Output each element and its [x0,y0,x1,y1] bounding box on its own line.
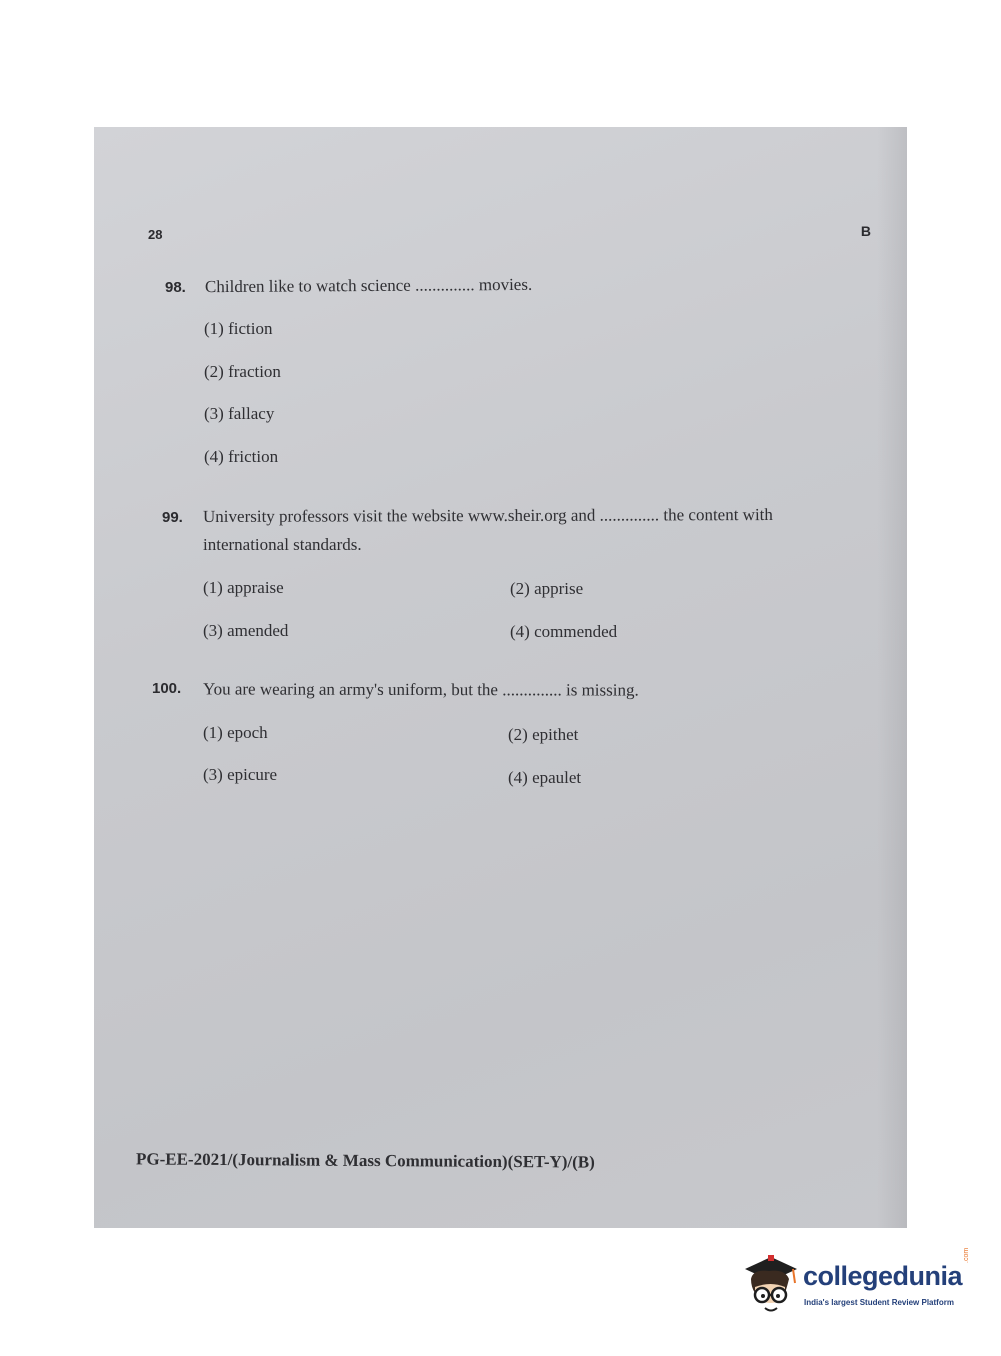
option-4: (4) commended [510,622,618,641]
question-number: 98. [165,279,186,296]
option-2: (2) epithet [508,725,579,744]
graduate-mascot-icon [741,1247,801,1327]
option-4: (4) epaulet [508,768,582,787]
option-3: (3) fallacy [204,404,275,423]
option-1: (1) appraise [203,578,284,597]
option-2: (2) apprise [510,579,584,598]
option-4: (4) friction [204,447,279,466]
option-3: (3) epicure [203,765,278,784]
logo-domain-suffix: .com [963,1247,970,1263]
page-number: 28 [148,227,163,242]
collegedunia-logo [741,1247,971,1327]
logo-wordmark: collegedunia [803,1261,963,1291]
option-1: (1) epoch [203,723,268,742]
option-2: (2) fraction [204,362,281,381]
option-3: (3) amended [203,621,289,640]
footer-code: PG-EE-2021/(Journalism & Mass Communication)(SET-Y)/(B) [135,1149,595,1172]
question-text-line-1: University professors visit the website www.sheir.org and .............. the content with [202,505,773,526]
question-text: Children like to watch science .............. movies. [204,274,533,297]
question-number: 99. [162,509,183,526]
question-text: You are wearing an army's uniform, but the .............. is missing. [202,679,639,700]
scanned-page [94,127,907,1228]
question-text-line-2: international standards. [203,535,362,554]
set-letter: B [860,223,871,239]
option-1: (1) fiction [204,319,273,338]
question-number: 100. [152,680,182,697]
logo-tagline: India's largest Student Review Platform [804,1298,954,1307]
